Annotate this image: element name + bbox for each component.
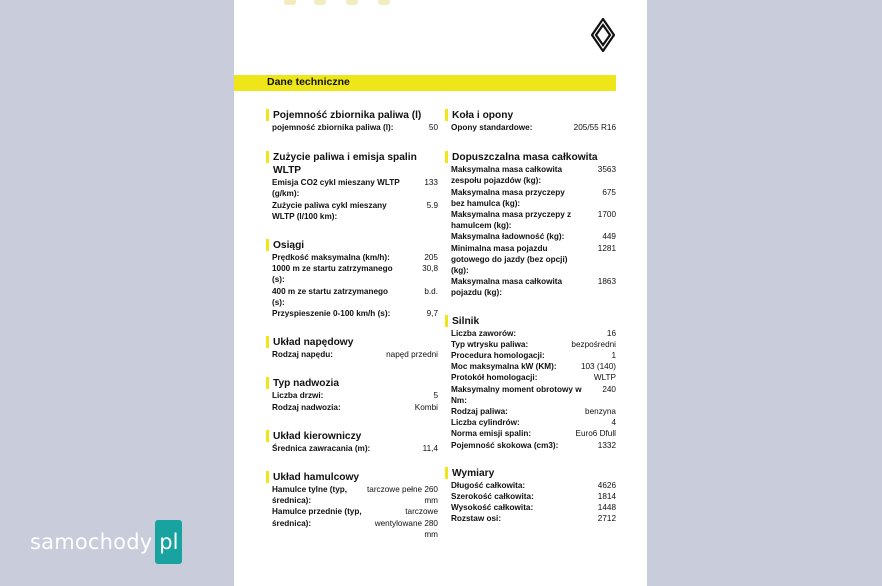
spec-row	[268, 484, 438, 506]
spec-row	[447, 513, 616, 524]
spec-value: 1863	[597, 277, 616, 287]
section-steering	[268, 430, 438, 454]
spec-label: Długość całkowita:	[451, 480, 526, 490]
section-body-type	[268, 377, 438, 412]
spec-label: pojemność zbiornika paliwa (l):	[272, 123, 394, 132]
spec-label: Maksymalny moment obrotowy w Nm:	[451, 384, 582, 405]
section-fuel	[268, 151, 438, 222]
spec-label: Rodzaj paliwa:	[451, 407, 508, 417]
spec-value: napęd przedni	[386, 350, 438, 360]
spec-label: Emisja CO2 cykl mieszany WLTP (g/km):	[272, 178, 400, 199]
spec-label: Opony standardowe:	[451, 123, 533, 132]
spec-label: Hamulce tylne (typ, średnica):	[272, 485, 348, 506]
spec-row	[447, 440, 616, 451]
spec-value: Euro6 Dfull	[575, 429, 616, 439]
section-title: Wymiary	[447, 467, 616, 480]
spec-label: Rodzaj nadwozia:	[272, 402, 341, 412]
spec-label: Zużycie paliwa cykl mieszany WLTP (l/100 km):	[272, 200, 387, 221]
section-engine	[447, 315, 616, 451]
spec-value: 4626	[597, 480, 616, 490]
spec-row	[268, 177, 438, 199]
section-wheels	[447, 109, 616, 133]
spec-label: Minimalna masa pojazdu gotowego do jazdy (bez opcji) (kg):	[451, 243, 568, 276]
spec-row	[268, 263, 438, 285]
section-title: Zużycie paliwa i emisja spalin WLTP	[268, 151, 438, 177]
spec-value: 4	[611, 418, 616, 428]
spec-label: Liczba zaworów:	[451, 328, 517, 338]
spec-label: Maksymalna ładowność (kg):	[451, 232, 565, 242]
spec-value: 11,4	[422, 443, 438, 453]
section-title: Układ hamulcowy	[268, 471, 438, 484]
spec-label: 1000 m ze startu zatrzymanego (s):	[272, 264, 393, 285]
section-title: Osiągi	[268, 239, 438, 252]
spec-value: b.d.	[424, 286, 438, 296]
spec-value: 30,8	[422, 264, 438, 274]
spec-row	[447, 361, 616, 372]
spec-label: Rodzaj napędu:	[272, 350, 333, 360]
spec-value: 1	[611, 351, 616, 361]
spec-row	[447, 372, 616, 383]
spec-row	[447, 491, 616, 502]
spec-row	[447, 276, 616, 298]
spec-label: Moc maksymalna kW (KM):	[451, 362, 557, 372]
watermark-badge: pl	[155, 520, 182, 564]
spec-label: Maksymalna masa całkowita zespołu pojazdów (kg):	[451, 165, 563, 186]
section-dimensions	[447, 467, 616, 525]
spec-label: Średnica zawracania (m):	[272, 443, 371, 453]
spec-value: 1281	[597, 243, 616, 253]
spec-value: tarczowe pełne 260 mm	[366, 485, 438, 506]
spec-sheet-page	[234, 0, 647, 586]
spec-label: Pojemność skokowa (cm3):	[451, 440, 559, 450]
spec-label: Prędkość maksymalna (km/h):	[272, 253, 390, 263]
section-title: Dopuszczalna masa całkowita	[447, 151, 616, 164]
spec-value: 133	[424, 178, 438, 188]
spec-label: Liczba drzwi:	[272, 391, 324, 401]
spec-row	[268, 308, 438, 319]
spec-value: 9,7	[426, 309, 438, 319]
watermark-logo	[30, 520, 182, 564]
spec-row	[447, 122, 616, 133]
spec-value: benzyna	[585, 407, 616, 417]
spec-label: Szerokość całkowita:	[451, 492, 534, 502]
spec-row	[447, 231, 616, 242]
spec-value: tarczowe wentylowane 280 mm	[374, 507, 438, 539]
spec-row	[268, 390, 438, 401]
page-title: Dane techniczne	[267, 76, 350, 88]
spec-row	[268, 402, 438, 413]
section-title: Pojemność zbiornika paliwa (l)	[268, 109, 438, 122]
section-mass	[447, 151, 616, 298]
spec-value: 1700	[597, 210, 616, 220]
spec-value: 5	[433, 391, 438, 401]
spec-value: Kombi	[414, 402, 438, 412]
section-title: Typ nadwozia	[268, 377, 438, 390]
spec-value: 240	[602, 384, 616, 394]
spec-row	[268, 443, 438, 454]
spec-value: WLTP	[593, 373, 616, 383]
spec-row	[447, 428, 616, 439]
spec-row	[447, 384, 616, 406]
spec-row	[447, 406, 616, 417]
spec-label: Przyspieszenie 0-100 km/h (s):	[272, 309, 391, 319]
spec-row	[268, 349, 438, 360]
spec-row	[268, 506, 438, 540]
spec-label: Maksymalna masa przyczepy bez hamulca (kg):	[451, 187, 565, 208]
spec-value: 205/55 R16	[573, 123, 616, 132]
spec-label: Maksymalna masa całkowita pojazdu (kg):	[451, 277, 563, 298]
spec-value: 675	[602, 187, 616, 197]
spec-value: 50	[428, 123, 438, 132]
spec-label: Protokół homologacji:	[451, 373, 538, 383]
spec-row	[268, 252, 438, 263]
spec-value: 5.9	[426, 200, 438, 210]
section-title: Układ kierowniczy	[268, 430, 438, 443]
section-drive	[268, 336, 438, 360]
spec-row	[447, 243, 616, 277]
spec-label: 400 m ze startu zatrzymanego (s):	[272, 286, 389, 307]
spec-value: 1332	[597, 440, 616, 450]
right-column	[447, 109, 616, 525]
watermark-text: samochody	[30, 530, 153, 554]
spec-label: Wysokość całkowita:	[451, 503, 534, 513]
renault-logo-icon	[591, 18, 615, 52]
spec-value: 3563	[597, 165, 616, 175]
section-tank	[268, 109, 438, 133]
spec-row	[447, 209, 616, 231]
spec-row	[268, 286, 438, 308]
section-performance	[268, 239, 438, 319]
spec-label: Liczba cylindrów:	[451, 418, 520, 428]
spec-row	[447, 417, 616, 428]
spec-label: Procedura homologacji:	[451, 351, 545, 361]
left-column	[268, 109, 438, 540]
section-title: Koła i opony	[447, 109, 616, 122]
spec-row	[447, 502, 616, 513]
spec-row	[268, 122, 438, 133]
spec-label: Maksymalna masa przyczepy z hamulcem (kg):	[451, 210, 572, 231]
spec-row	[447, 164, 616, 186]
spec-row	[447, 480, 616, 491]
spec-label: Rozstaw osi:	[451, 514, 502, 524]
spec-value: 449	[602, 232, 616, 242]
spec-value: 205	[424, 253, 438, 263]
spec-value: 1814	[597, 492, 616, 502]
spec-row	[447, 339, 616, 350]
spec-value: 2712	[597, 514, 616, 524]
section-title: Silnik	[447, 315, 616, 328]
spec-value: 1448	[597, 503, 616, 513]
section-title: Układ napędowy	[268, 336, 438, 349]
spec-value: 16	[606, 328, 616, 338]
spec-label: Typ wtrysku paliwa:	[451, 339, 529, 349]
spec-row	[268, 200, 438, 222]
section-brakes	[268, 471, 438, 540]
spec-label: Norma emisji spalin:	[451, 429, 532, 439]
spec-value: bezpośredni	[571, 339, 616, 349]
spec-value: 103 (140)	[580, 362, 616, 372]
spec-row	[447, 328, 616, 339]
spec-row	[447, 350, 616, 361]
spec-row	[447, 187, 616, 209]
spec-label: Hamulce przednie (typ, średnica):	[272, 507, 362, 528]
top-decoration	[274, 0, 394, 10]
